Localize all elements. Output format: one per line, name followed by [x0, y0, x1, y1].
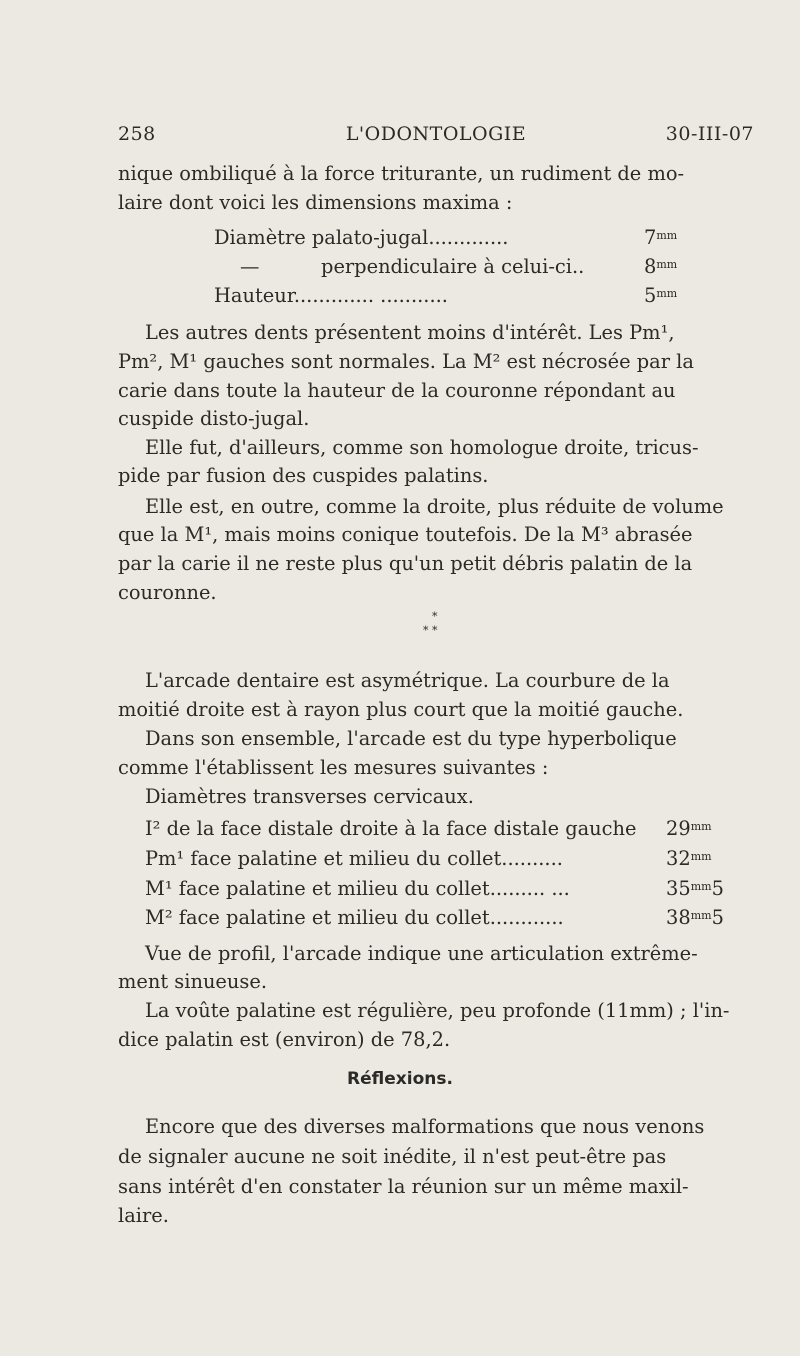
text-line: par la carie il ne reste plus qu'un petit débris palatin de la [118, 552, 693, 575]
measure-label: M² face palatine et milieu du collet............ [145, 906, 564, 929]
text-line: sans intérêt d'en constater la réunion sur un même maxil- [118, 1175, 689, 1198]
dimension-value: $5^{mm}$ [644, 284, 678, 307]
text-line: ment sinueuse. [118, 970, 267, 993]
dimension-value: $8^{mm}$ [644, 255, 678, 278]
issue-date: 30-III-07 [665, 123, 754, 145]
text-line: couronne. [118, 581, 217, 604]
measure-label: Pm¹ face palatine et milieu du collet.......... [145, 847, 563, 870]
text-line: L'arcade dentaire est asymétrique. La courbure de la [145, 669, 670, 692]
text-line: que la M¹, mais moins conique toutefois. De la M³ abrasée [118, 523, 693, 546]
dimension-label: — perpendiculaire à celui-ci.. [240, 255, 585, 278]
text-line: nique ombiliqué à la force triturante, un rudiment de mo- [118, 162, 685, 185]
measure-label: I² de la face distale droite à la face distale gauche [145, 817, 637, 840]
text-line: Les autres dents présentent moins d'intérêt. Les Pm¹, [145, 321, 675, 344]
dimension-label: Diamètre palato-jugal............. [214, 226, 509, 249]
text-line: de signaler aucune ne soit inédite, il n'est peut-être pas [118, 1145, 667, 1168]
text-line: Elle est, en outre, comme la droite, plus réduite de volume [145, 495, 724, 518]
text-line: Vue de profil, l'arcade indique une articulation extrême- [145, 942, 698, 965]
measure-value: $38^{mm}5$ [666, 906, 724, 929]
text-line: pide par fusion des cuspides palatins. [118, 464, 489, 487]
text-line: Elle fut, d'ailleurs, comme son homologue droite, tricus- [145, 436, 699, 459]
measure-value: $32^{mm}$ [666, 847, 712, 870]
text-line: laire dont voici les dimensions maxima : [118, 191, 513, 214]
measure-value: $29^{mm}$ [666, 817, 712, 840]
page-header [118, 123, 754, 149]
measure-value: $35^{mm}5$ [666, 877, 724, 900]
text-line: moitié droite est à rayon plus court que la moitié gauche. [118, 698, 684, 721]
text-line: carie dans toute la hauteur de la couronne répondant au [118, 379, 676, 402]
text-line: La voûte palatine est régulière, peu profonde (11mm) ; l'in- [145, 999, 730, 1022]
asterism-bottom: * * [423, 624, 438, 637]
journal-title: L'ODONTOLOGIE [345, 123, 527, 145]
page-number: 258 [118, 123, 156, 145]
section-heading: Réflexions. [347, 1069, 453, 1089]
text-line: Encore que des diverses malformations que nous venons [145, 1115, 705, 1138]
text-line: comme l'établissent les mesures suivantes : [118, 756, 549, 779]
asterism-top: * [432, 610, 438, 623]
text-line: laire. [118, 1204, 169, 1227]
text-line: Diamètres transverses cervicaux. [145, 785, 474, 808]
text-line: dice palatin est (environ) de 78,2. [118, 1028, 451, 1051]
text-line: cuspide disto-jugal. [118, 407, 310, 430]
dimension-value: $7^{mm}$ [644, 226, 678, 249]
dimension-label: Hauteur............. ........... [214, 284, 448, 307]
text-line: Pm², M¹ gauches sont normales. La M² est nécrosée par la [118, 350, 694, 373]
text-line: Dans son ensemble, l'arcade est du type hyperbolique [145, 727, 677, 750]
measure-label: M¹ face palatine et milieu du collet......... ... [145, 877, 570, 900]
